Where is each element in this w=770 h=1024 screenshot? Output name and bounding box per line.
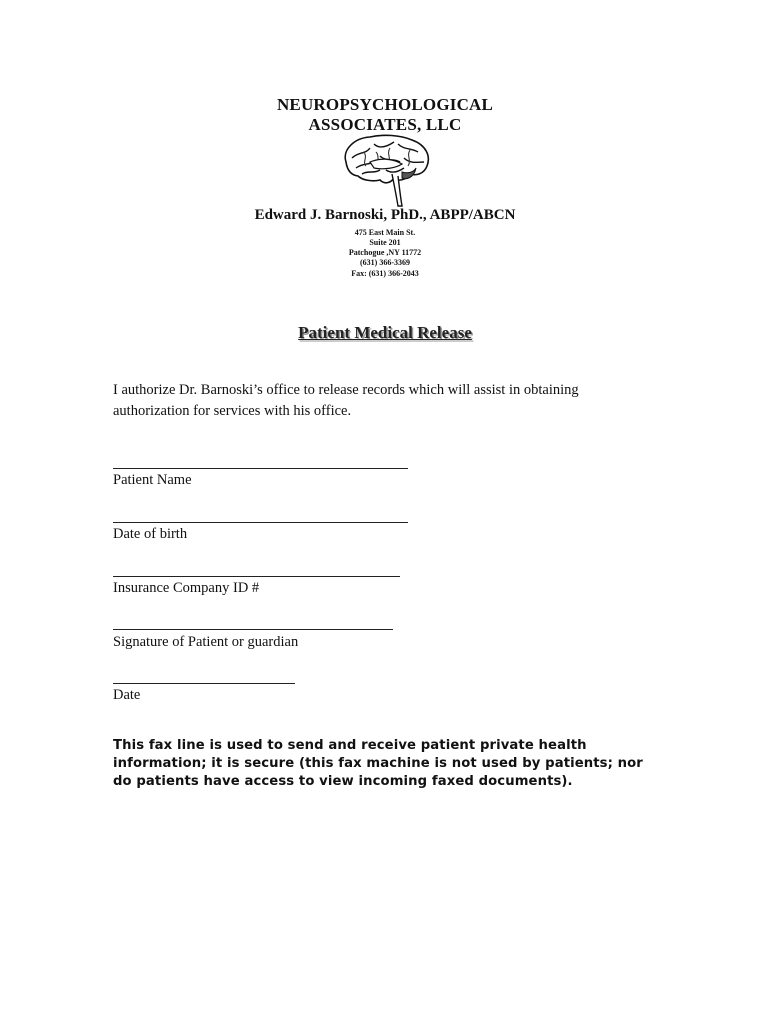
insurance-id-line[interactable]	[113, 576, 400, 577]
brain-logo	[340, 132, 432, 208]
address-city: Patchogue ,NY 11772	[348, 248, 422, 257]
insurance-id-label: Insurance Company ID #	[113, 580, 260, 596]
address-phone: (631) 366-3369	[360, 258, 410, 267]
fax-security-notice: This fax line is used to send and receive patient private health information; it is secure (this fax machine is not used by patients; nor do patients have access to view incoming faxed documents).	[113, 738, 643, 789]
date-line[interactable]	[113, 683, 295, 684]
patient-name-label: Patient Name	[113, 472, 192, 488]
org-name-line-1: NEUROPSYCHOLOGICAL	[276, 95, 494, 114]
patient-name-line[interactable]	[113, 468, 408, 469]
org-name-line-2: ASSOCIATES, LLC	[308, 115, 462, 134]
date-of-birth-label: Date of birth	[113, 526, 188, 542]
doctor-name: Edward J. Barnoski, PhD., ABPP/ABCN	[254, 207, 516, 223]
address-fax: Fax: (631) 366-2043	[351, 269, 419, 278]
date-of-birth-line[interactable]	[113, 522, 408, 523]
address-suite: Suite 201	[369, 238, 401, 247]
authorization-text: I authorize Dr. Barnoski’s office to release records which will assist in obtaining authorization for services with his office.	[113, 382, 579, 419]
document-title: Patient Medical Release	[298, 323, 472, 342]
signature-label: Signature of Patient or guardian	[113, 634, 299, 650]
signature-line[interactable]	[113, 629, 393, 630]
date-label: Date	[113, 687, 141, 703]
address-street: 475 East Main St.	[354, 228, 416, 237]
